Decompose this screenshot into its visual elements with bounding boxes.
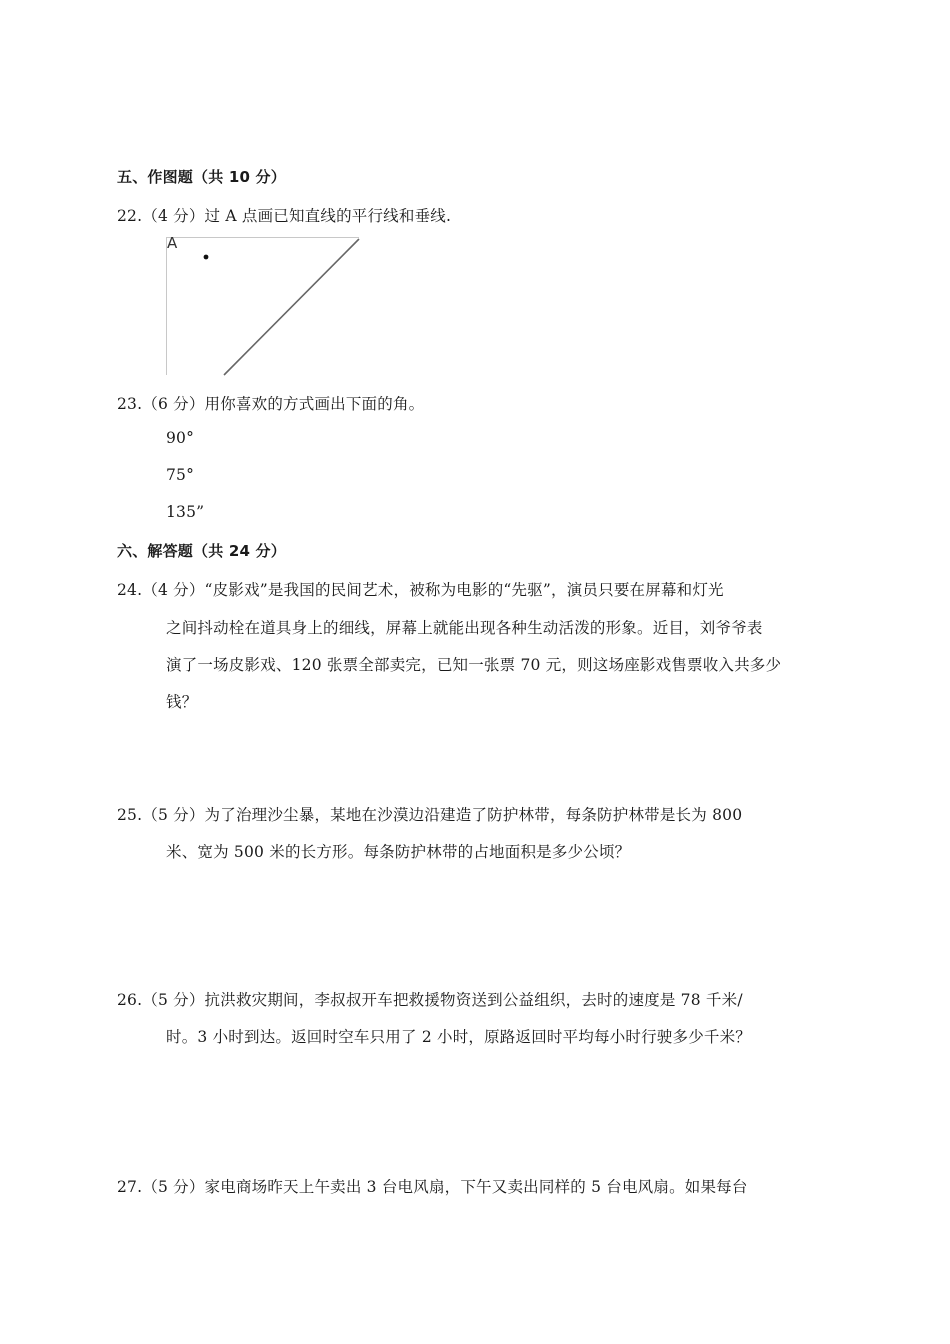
angle-135: 135”: [166, 503, 205, 521]
section-6-heading: 六、解答题（共 24 分）: [117, 542, 286, 560]
question-24-line-3: 演了一场皮影戏、120 张票全部卖完，已知一张票 70 元，则这场座影戏售票收入共多少: [166, 656, 782, 674]
angle-90: 90°: [166, 429, 195, 447]
question-24-line-4: 钱？: [166, 693, 198, 711]
question-24-line-2: 之间抖动栓在道具身上的细线，屏幕上就能出现各种生动活泼的形象。近目，刘爷爷表: [166, 619, 763, 637]
question-26-line-2: 时。3 小时到达。返回时空车只用了 2 小时，原路返回时平均每小时行驶多少千米？: [166, 1028, 752, 1046]
question-22-figure: [166, 234, 360, 377]
question-23-text: 23.（6 分）用你喜欢的方式画出下面的角。: [117, 395, 425, 413]
question-27-line-1: 27.（5 分）家电商场昨天上午卖出 3 台电风扇，下午又卖出同样的 5 台电风扇。如果每台: [117, 1178, 748, 1196]
point-a-label: A: [167, 234, 178, 252]
question-25-line-1: 25.（5 分）为了治理沙尘暴，某地在沙漠边沿建造了防护林带，每条防护林带是长为 800: [117, 806, 743, 824]
given-line: [224, 239, 359, 375]
question-25-line-2: 米、宽为 500 米的长方形。每条防护林带的占地面积是多少公顷？: [166, 843, 631, 861]
section-5-heading: 五、作图题（共 10 分）: [117, 168, 286, 186]
question-24-line-1: 24.（4 分）“皮影戏”是我国的民间艺术，被称为电影的“先驱”，演员只要在屏幕和灯光: [117, 581, 724, 599]
question-26-line-1: 26.（5 分）抗洪救灾期间，李叔叔开车把救援物资送到公益组织，去时的速度是 78 千米/: [117, 991, 743, 1009]
point-a-dot: [204, 255, 209, 260]
question-22-text: 22.（4 分）过 A 点画已知直线的平行线和垂线.: [117, 207, 452, 225]
parallel-perpendicular-diagram: [166, 237, 360, 377]
angle-75: 75°: [166, 466, 195, 484]
